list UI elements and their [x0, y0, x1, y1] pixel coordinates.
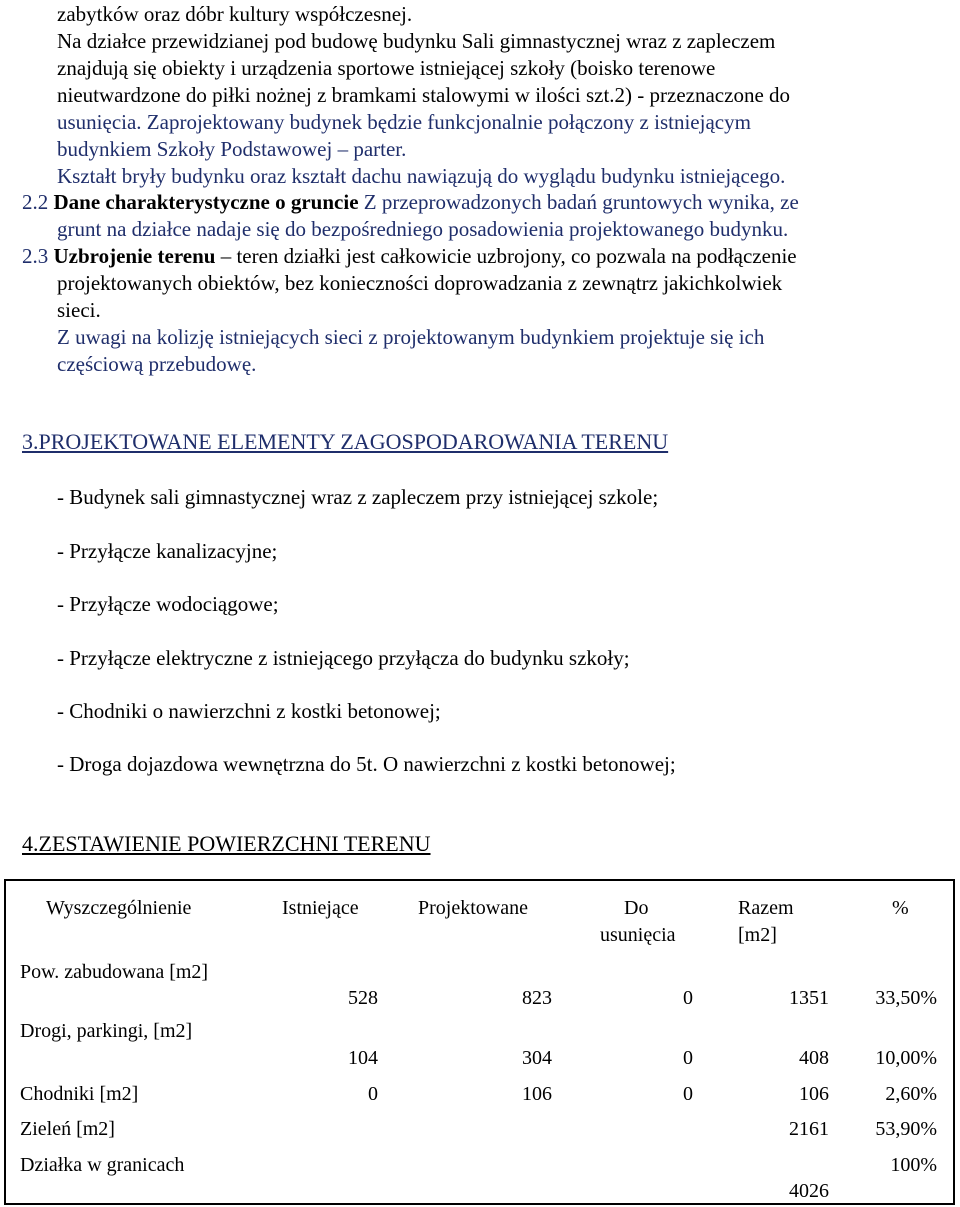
section-3-heading: 3.PROJEKTOWANE ELEMENTY ZAGOSPODAROWANIA TERENU [22, 429, 669, 454]
header-projektowane: Projektowane [418, 897, 528, 919]
section-title: Uzbrojenie terenu [53, 244, 216, 268]
row-name: Drogi, parkingi, [m2] [20, 1020, 193, 1042]
cell-usuniecia: 0 [683, 1047, 693, 1069]
text-line: sieci. [57, 298, 101, 322]
header-wyszczegolnienie: Wyszczególnienie [46, 897, 192, 919]
list-item: - Chodniki o nawierzchni z kostki betonowej; [57, 699, 441, 723]
list-item: - Przyłącze elektryczne z istniejącego przyłącza do budynku szkoły; [57, 646, 630, 670]
header-razem: Razem [738, 897, 794, 919]
header-m2: [m2] [738, 924, 777, 946]
text-line: budynkiem Szkoły Podstawowej – parter. [57, 137, 407, 161]
header-usuniecia: usunięcia [600, 924, 676, 946]
text-line: częściową przebudowę. [57, 352, 257, 376]
row-name: Działka w granicach [20, 1154, 185, 1176]
cell-usuniecia: 0 [683, 987, 693, 1009]
cell-razem: 2161 [789, 1118, 829, 1140]
cell-percent: 53,90% [875, 1118, 937, 1140]
section-2-3-line [22, 246, 797, 267]
text-line: nieutwardzone do piłki nożnej z bramkami stalowymi w ilości szt.2) - przeznaczone do [57, 83, 791, 107]
section-text: – teren działki jest całkowicie uzbrojony, co pozwala na podłączenie [215, 244, 797, 268]
list-item: - Przyłącze kanalizacyjne; [57, 539, 278, 563]
cell-razem: 1351 [789, 987, 829, 1009]
cell-istniejace: 0 [368, 1083, 378, 1105]
cell-projektowane: 304 [522, 1047, 552, 1069]
list-item: - Budynek sali gimnastycznej wraz z zapleczem przy istniejącej szkole; [57, 485, 659, 509]
cell-usuniecia: 0 [683, 1083, 693, 1105]
cell-istniejace: 104 [348, 1047, 378, 1069]
text-line: Kształt bryły budynku oraz kształt dachu nawiązują do wyglądu budynku istniejącego. [57, 164, 786, 188]
section-number: 2.3 [22, 244, 49, 268]
cell-projektowane: 106 [522, 1083, 552, 1105]
section-title: Dane charakterystyczne o gruncie [53, 190, 359, 214]
section-number: 2.2 [22, 190, 49, 214]
row-name: Pow. zabudowana [m2] [20, 961, 209, 983]
text-line: Na działce przewidzianej pod budowę budynku Sali gimnastycznej wraz z zapleczem [57, 29, 776, 53]
list-item: - Przyłącze wodociągowe; [57, 592, 279, 616]
text-line: znajdują się obiekty i urządzenia sportowe istniejącej szkoły (boisko terenowe [57, 56, 716, 80]
text-line: projektowanych obiektów, bez konieczności doprowadzania z zewnątrz jakichkolwiek [57, 271, 783, 295]
cell-percent: 2,60% [885, 1083, 937, 1105]
cell-istniejace: 528 [348, 987, 378, 1009]
cell-percent: 10,00% [875, 1047, 937, 1069]
cell-razem: 408 [799, 1047, 829, 1069]
cell-razem: 4026 [789, 1180, 829, 1202]
text-line: grunt na działce nadaje się do bezpośredniego posadowienia projektowanego budynku. [57, 217, 789, 241]
section-2-2-line [22, 192, 799, 213]
text-line: Z uwagi na kolizję istniejących sieci z projektowanym budynkiem projektuje się ich [57, 325, 765, 349]
list-item: - Droga dojazdowa wewnętrzna do 5t. O nawierzchni z kostki betonowej; [57, 752, 676, 776]
header-istniejace: Istniejące [282, 897, 359, 919]
area-summary-table [4, 879, 955, 1205]
text-line: usunięcia. Zaprojektowany budynek będzie funkcjonalnie połączony z istniejącym [57, 110, 751, 134]
header-percent: % [892, 897, 909, 919]
section-text: Z przeprowadzonych badań gruntowych wynika, ze [358, 190, 799, 214]
cell-projektowane: 823 [522, 987, 552, 1009]
section-4-heading: 4.ZESTAWIENIE POWIERZCHNI TERENU [22, 831, 431, 856]
row-name: Zieleń [m2] [20, 1118, 115, 1140]
row-name: Chodniki [m2] [20, 1083, 139, 1105]
cell-percent: 100% [890, 1154, 937, 1176]
header-do: Do [624, 897, 649, 919]
text-line: zabytków oraz dóbr kultury współczesnej. [57, 2, 413, 26]
cell-razem: 106 [799, 1083, 829, 1105]
cell-percent: 33,50% [875, 987, 937, 1009]
